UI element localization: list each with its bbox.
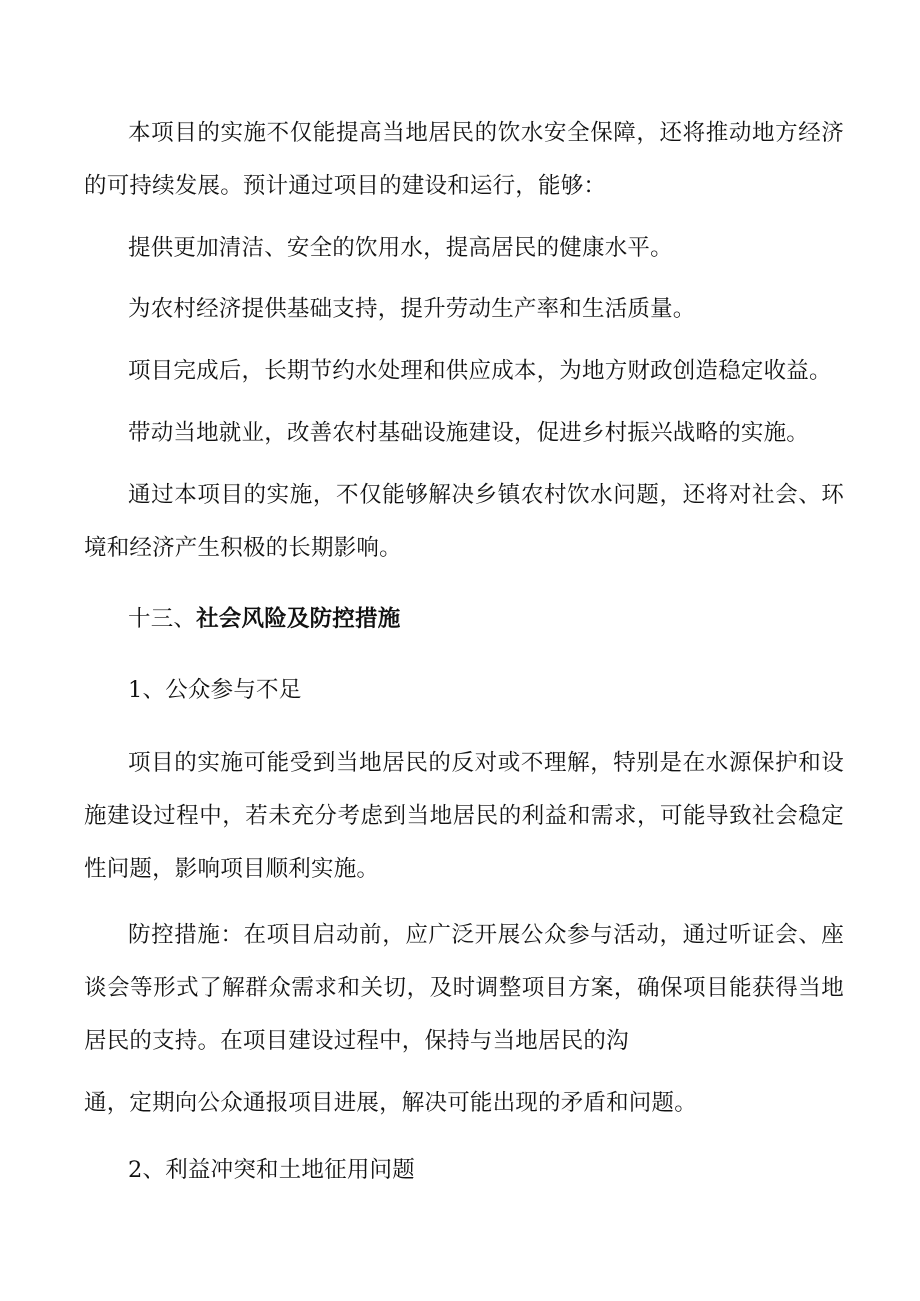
paragraph-7-line-2: 施建设过程中，若未充分考虑到当地居民的利益和需求，可能导致社会稳定 [84, 803, 844, 829]
paragraph-4: 项目完成后，长期节约水处理和供应成本，为地方财政创造稳定收益。 [128, 358, 832, 384]
paragraph-6-line-2: 境和经济产生积极的长期影响。 [84, 535, 402, 561]
subheading-2: 2、利益冲突和土地征用问题 [128, 1157, 415, 1183]
paragraph-6-line-1: 通过本项目的实施，不仅能够解决乡镇农村饮水问题，还将对社会、环 [128, 482, 844, 508]
subheading-1: 1、公众参与不足 [128, 677, 302, 703]
paragraph-2: 提供更加清洁、安全的饮用水，提高居民的健康水平。 [128, 235, 673, 261]
paragraph-5: 带动当地就业，改善农村基础设施建设，促进乡村振兴战略的实施。 [128, 420, 810, 446]
paragraph-8-line-3: 居民的支持。在项目建设过程中，保持与当地居民的沟 [84, 1028, 629, 1054]
paragraph-3: 为农村经济提供基础支持，提升劳动生产率和生活质量。 [128, 296, 696, 322]
paragraph-7-line-1: 项目的实施可能受到当地居民的反对或不理解，特别是在水源保护和设 [128, 750, 844, 776]
paragraph-8-line-2: 谈会等形式了解群众需求和关切，及时调整项目方案，确保项目能获得当地 [84, 975, 844, 1001]
section-heading-number: 十三、 [128, 606, 197, 632]
paragraph-1-line-1: 本项目的实施不仅能提高当地居民的饮水安全保障，还将推动地方经济 [128, 120, 844, 146]
paragraph-1-line-2: 的可持续发展。预计通过项目的建设和运行，能够： [84, 173, 607, 199]
paragraph-8-line-1: 防控措施：在项目启动前，应广泛开展公众参与活动，通过听证会、座 [128, 922, 844, 948]
paragraph-7-line-3: 性问题，影响项目顺利实施。 [84, 856, 380, 882]
section-heading [128, 604, 844, 634]
section-heading-text: 社会风险及防控措施 [196, 606, 401, 632]
paragraph-9: 通，定期向公众通报项目进展，解决可能出现的矛盾和问题。 [84, 1090, 697, 1116]
